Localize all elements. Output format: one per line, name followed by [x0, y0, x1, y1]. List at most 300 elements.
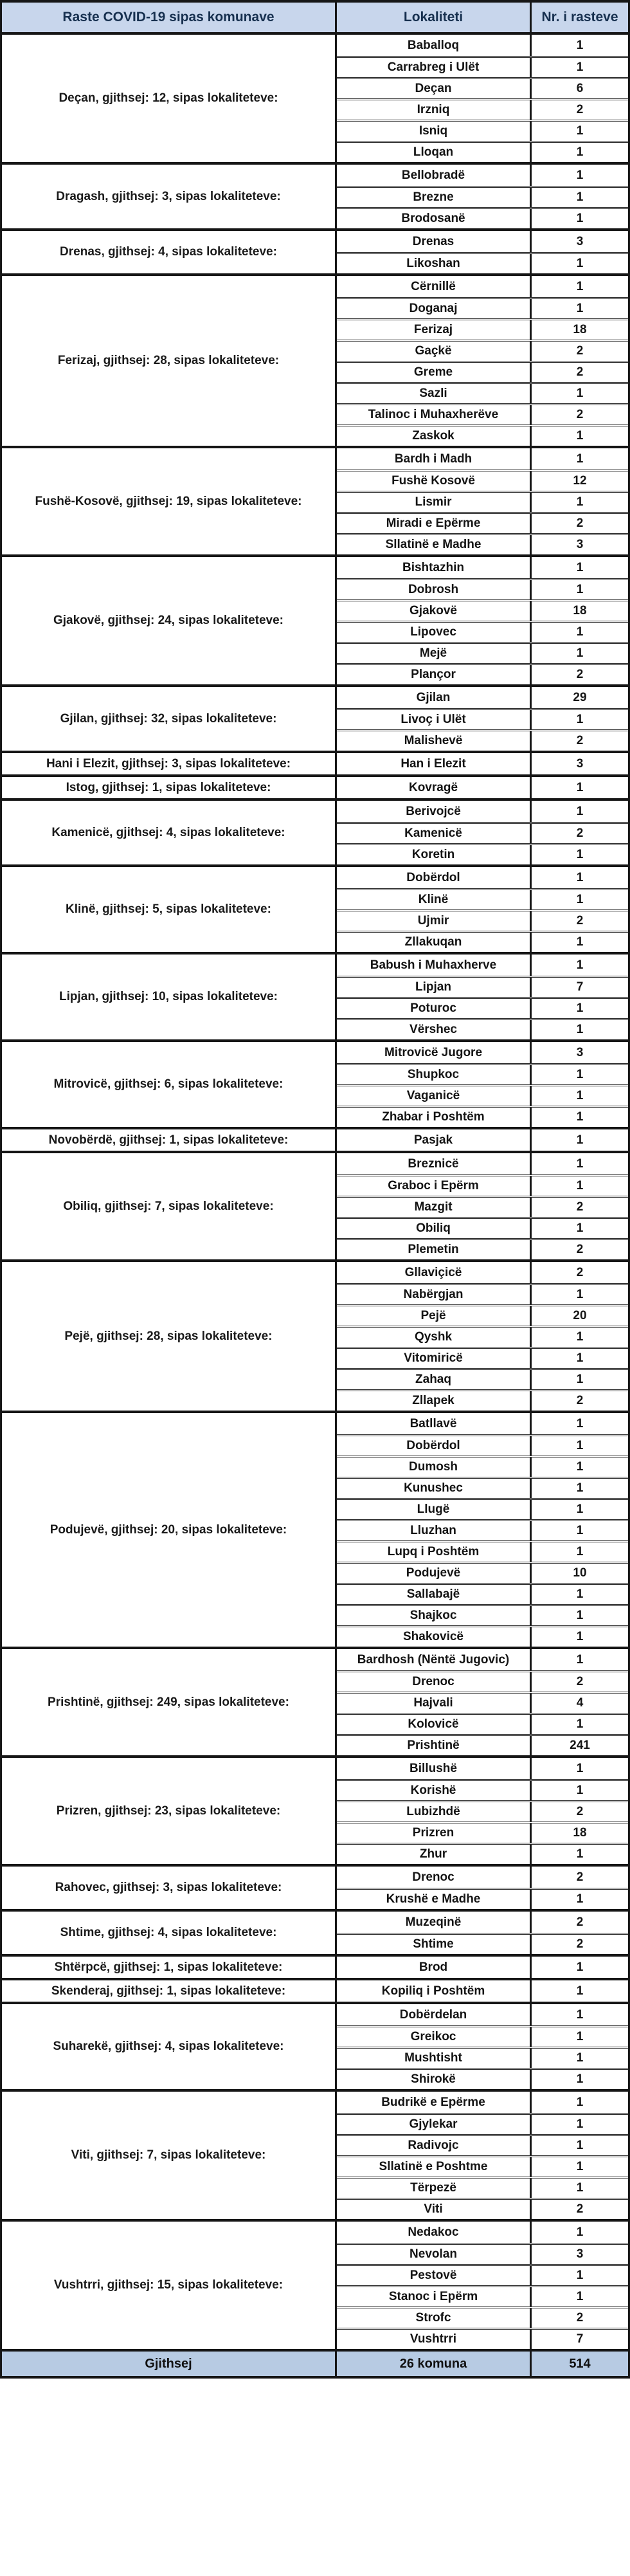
table-row	[337, 729, 628, 751]
locality-cell: Kamenicë	[337, 824, 532, 843]
cases-cell: 2	[576, 668, 584, 681]
locality-cell: Shupkoc	[337, 1065, 532, 1084]
locality-cell: Likoshan	[337, 254, 532, 273]
locality-cell: Tërpezë	[337, 2179, 532, 2198]
table-row	[337, 1217, 628, 1238]
locality-rows	[337, 1912, 628, 1954]
cases-cell: 1	[576, 1545, 584, 1558]
cases-cell: 3	[576, 1045, 584, 1059]
locality-rows	[337, 1867, 628, 1909]
table-row	[337, 578, 628, 599]
locality-cell: Ujmir	[337, 911, 532, 931]
municipality-group	[2, 1864, 628, 1909]
cases-cell: 1	[576, 870, 584, 884]
cases-cell: 1	[576, 1373, 584, 1386]
cases-cell: 1	[576, 1156, 584, 1171]
table-row	[337, 231, 628, 252]
locality-cell: Carrabreg i Ulët	[337, 58, 532, 77]
cases-cell: 1	[576, 935, 584, 949]
cases-cell: 1	[576, 2051, 584, 2065]
locality-rows	[337, 1042, 628, 1127]
cases-cell: 1	[576, 1068, 584, 1081]
table-row	[337, 1800, 628, 1822]
table-row	[337, 1018, 628, 1039]
cases-cell: 1	[576, 1652, 584, 1667]
locality-cell: Fushë Kosovë	[337, 471, 532, 491]
locality-cell: Obiliq	[337, 1219, 532, 1238]
cases-cell: 3	[576, 234, 584, 248]
cases-cell: 1	[576, 1717, 584, 1731]
municipality-label: Deçan, gjithsej: 12, sipas lokaliteteve:	[2, 35, 337, 162]
cases-cell: 241	[570, 1739, 590, 1752]
table-row	[337, 1347, 628, 1368]
locality-rows	[337, 35, 628, 162]
cases-cell: 1	[576, 1288, 584, 1301]
locality-cell: Dumosh	[337, 1457, 532, 1477]
municipality-group	[2, 774, 628, 798]
municipality-group	[2, 1755, 628, 1864]
table-row	[337, 2243, 628, 2264]
footer-municipality-count: 26 komuna	[337, 2352, 532, 2376]
column-header-cases: Nr. i rasteve	[541, 10, 618, 24]
locality-cell: Stanoc i Epërm	[337, 2287, 532, 2307]
municipality-label: Rahovec, gjithsej: 3, sipas lokaliteteve:	[2, 1867, 337, 1909]
locality-cell: Vaganicë	[337, 1086, 532, 1106]
locality-cell: Zhabar i Poshtëm	[337, 1108, 532, 1127]
table-row	[337, 276, 628, 297]
cases-cell: 1	[576, 1416, 584, 1430]
cases-cell: 1	[576, 560, 584, 574]
locality-cell: Dobërdelan	[337, 2004, 532, 2025]
table-row	[337, 753, 628, 774]
municipality-label: Fushë-Kosovë, gjithsej: 19, sipas lokaliteteve:	[2, 448, 337, 554]
cases-cell: 1	[576, 1439, 584, 1452]
cases-cell: 1	[576, 646, 584, 660]
cases-cell: 1	[576, 583, 584, 596]
municipality-group	[2, 1411, 628, 1647]
cases-cell: 29	[573, 690, 587, 704]
table-row	[337, 2198, 628, 2219]
cases-cell: 1	[576, 452, 584, 466]
municipality-group	[2, 1127, 628, 1151]
cases-cell: 2	[576, 1200, 584, 1214]
municipality-group	[2, 2089, 628, 2219]
municipality-label: Istog, gjithsej: 1, sipas lokaliteteve:	[2, 777, 337, 798]
table-row	[337, 1389, 628, 1411]
cases-cell: 1	[576, 1960, 584, 1974]
table-row	[337, 2113, 628, 2134]
locality-cell: Hajvali	[337, 1694, 532, 1713]
municipality-group	[2, 952, 628, 1039]
cases-cell: 18	[573, 323, 587, 336]
cases-cell: 20	[573, 1309, 587, 1322]
cases-cell: 1	[576, 1784, 584, 1797]
locality-cell: Zahaq	[337, 1370, 532, 1389]
municipality-label: Vushtrri, gjithsej: 15, sipas lokaliteteve:	[2, 2222, 337, 2349]
municipality-group	[2, 2219, 628, 2349]
cases-cell: 1	[576, 1630, 584, 1643]
municipality-group	[2, 798, 628, 864]
locality-cell: Korishë	[337, 1781, 532, 1800]
table-row	[337, 340, 628, 361]
table-row	[337, 1326, 628, 1347]
table-row	[337, 1540, 628, 1562]
cases-cell: 1	[576, 124, 584, 138]
table-row	[337, 1713, 628, 1734]
cases-cell: 1	[576, 1023, 584, 1036]
table-row	[337, 1304, 628, 1326]
cases-cell: 1	[576, 1984, 584, 1998]
table-row	[337, 2047, 628, 2068]
locality-cell: Strofc	[337, 2308, 532, 2328]
table-row	[337, 141, 628, 162]
locality-rows	[337, 448, 628, 554]
cases-cell: 2	[576, 103, 584, 116]
municipality-label: Dragash, gjithsej: 3, sipas lokaliteteve:	[2, 165, 337, 228]
locality-cell: Shakovicë	[337, 1627, 532, 1647]
locality-cell: Viti	[337, 2200, 532, 2219]
municipality-label: Kamenicë, gjithsej: 4, sipas lokaliteteve:	[2, 801, 337, 864]
locality-rows	[337, 1153, 628, 1259]
table-row	[337, 1456, 628, 1477]
cases-cell: 2	[576, 1675, 584, 1688]
locality-cell: Drenoc	[337, 1867, 532, 1888]
municipality-group	[2, 1039, 628, 1127]
locality-cell: Llugë	[337, 1500, 532, 1519]
locality-rows	[337, 2222, 628, 2349]
municipality-group	[2, 1954, 628, 1978]
locality-cell: Budrikë e Epërme	[337, 2092, 532, 2113]
cases-cell: 1	[576, 212, 584, 225]
cases-cell: 1	[576, 2072, 584, 2086]
cases-cell: 2	[576, 516, 584, 530]
cases-cell: 1	[576, 2095, 584, 2109]
locality-cell: Mitrovicë Jugore	[337, 1042, 532, 1063]
locality-cell: Brodosanë	[337, 209, 532, 228]
cases-cell: 1	[576, 1179, 584, 1192]
cases-cell: 1	[576, 1609, 584, 1622]
cases-cell: 2	[576, 365, 584, 379]
table-row	[337, 533, 628, 554]
table-row	[337, 2328, 628, 2349]
cases-cell: 3	[576, 538, 584, 551]
municipality-group	[2, 1151, 628, 1259]
cases-cell: 1	[576, 1089, 584, 1102]
cases-cell: 1	[576, 1761, 584, 1775]
locality-cell: Krushë e Madhe	[337, 1890, 532, 1909]
locality-cell: Drenoc	[337, 1672, 532, 1692]
municipality-label: Gjakovë, gjithsej: 24, sipas lokaliteteve:	[2, 557, 337, 684]
table-row	[337, 1063, 628, 1084]
locality-rows	[337, 557, 628, 684]
cases-cell: 2	[576, 827, 584, 840]
locality-cell: Gaçkë	[337, 342, 532, 361]
table-row	[337, 361, 628, 382]
cases-cell: 18	[573, 1826, 587, 1840]
municipality-label: Gjilan, gjithsej: 32, sipas lokaliteteve:	[2, 687, 337, 751]
table-row	[337, 1604, 628, 1625]
cases-cell: 1	[576, 2181, 584, 2195]
locality-cell: Livoç i Ulët	[337, 710, 532, 729]
table-row	[337, 120, 628, 141]
table-row	[337, 1196, 628, 1217]
locality-cell: Talinoc i Muhaxherëve	[337, 405, 532, 425]
locality-rows	[337, 2004, 628, 2089]
locality-cell: Radivojc	[337, 2136, 532, 2155]
cases-cell: 2	[576, 1937, 584, 1951]
cases-cell: 1	[576, 848, 584, 861]
locality-cell: Greikoc	[337, 2027, 532, 2047]
cases-cell: 2	[576, 344, 584, 358]
locality-cell: Zllakuqan	[337, 933, 532, 952]
locality-cell: Nevolan	[337, 2245, 532, 2264]
locality-cell: Batllavë	[337, 1413, 532, 1434]
table-row	[337, 1649, 628, 1670]
locality-cell: Berivojcë	[337, 801, 532, 822]
table-footer-row	[2, 2349, 628, 2376]
cases-cell: 1	[576, 145, 584, 159]
municipality-group	[2, 32, 628, 162]
locality-cell: Vitomiricë	[337, 1349, 532, 1368]
cases-cell: 1	[576, 60, 584, 74]
cases-cell: 1	[576, 713, 584, 726]
table-row	[337, 297, 628, 318]
locality-cell: Miradi e Epërme	[337, 514, 532, 533]
table-row	[337, 1734, 628, 1755]
locality-cell: Gjylekar	[337, 2115, 532, 2134]
locality-cell: Koretin	[337, 845, 532, 864]
table-row	[337, 708, 628, 729]
cases-cell: 1	[576, 780, 584, 794]
locality-cell: Gjilan	[337, 687, 532, 708]
table-row	[337, 2222, 628, 2243]
municipality-group	[2, 1978, 628, 2002]
cases-cell: 1	[576, 893, 584, 906]
cases-cell: 1	[576, 2290, 584, 2303]
table-row	[337, 557, 628, 578]
cases-cell: 2	[576, 1870, 584, 1884]
table-row	[337, 1153, 628, 1174]
cases-cell: 1	[576, 2117, 584, 2131]
locality-cell: Kolovicë	[337, 1715, 532, 1734]
locality-rows	[337, 1980, 628, 2002]
cases-cell: 1	[576, 2269, 584, 2282]
table-row	[337, 1957, 628, 1978]
municipality-label: Lipjan, gjithsej: 10, sipas lokaliteteve:	[2, 955, 337, 1039]
cases-cell: 1	[576, 190, 584, 204]
locality-cell: Nedakoc	[337, 2222, 532, 2243]
locality-cell: Prizren	[337, 1823, 532, 1843]
municipality-label: Shtërpcë, gjithsej: 1, sipas lokaliteteve:	[2, 1957, 337, 1978]
table-row	[337, 1238, 628, 1259]
locality-rows	[337, 753, 628, 774]
table-row	[337, 1912, 628, 1933]
table-row	[337, 2092, 628, 2113]
table-row	[337, 470, 628, 491]
locality-rows	[337, 955, 628, 1039]
locality-cell: Lipjan	[337, 978, 532, 997]
cases-cell: 2	[576, 2202, 584, 2216]
cases-cell: 1	[576, 387, 584, 400]
cases-cell: 1	[576, 429, 584, 443]
locality-cell: Kunushec	[337, 1479, 532, 1498]
table-row	[337, 1129, 628, 1151]
cases-cell: 1	[576, 302, 584, 315]
table-row	[337, 1670, 628, 1692]
cases-cell: 18	[573, 604, 587, 617]
cases-cell: 1	[576, 38, 584, 52]
municipality-label: Suharekë, gjithsej: 4, sipas lokaliteteve:	[2, 2004, 337, 2089]
cases-cell: 3	[576, 2247, 584, 2261]
locality-cell: Pejë	[337, 1306, 532, 1326]
table-row	[337, 888, 628, 909]
table-row	[337, 1434, 628, 1456]
locality-rows	[337, 1262, 628, 1411]
table-row	[337, 1933, 628, 1954]
cases-cell: 2	[576, 2311, 584, 2325]
locality-rows	[337, 777, 628, 798]
locality-cell: Ferizaj	[337, 320, 532, 340]
locality-cell: Isniq	[337, 122, 532, 141]
cases-cell: 1	[576, 1221, 584, 1235]
table-row	[337, 1106, 628, 1127]
locality-cell: Graboc i Epërm	[337, 1176, 532, 1196]
cases-cell: 1	[576, 1351, 584, 1365]
locality-cell: Lubizhdë	[337, 1802, 532, 1822]
locality-cell: Sazli	[337, 384, 532, 403]
locality-cell: Gllaviçicë	[337, 1262, 532, 1283]
cases-cell: 2	[576, 1265, 584, 1279]
cases-cell: 2	[576, 1243, 584, 1256]
table-header-row	[2, 3, 628, 32]
cases-cell: 1	[576, 1110, 584, 1124]
table-row	[337, 2004, 628, 2025]
locality-cell: Prishtinë	[337, 1736, 532, 1755]
table-row	[337, 843, 628, 864]
cases-cell: 2	[576, 914, 584, 927]
locality-cell: Shajkoc	[337, 1606, 532, 1625]
municipality-group	[2, 2002, 628, 2089]
table-row	[337, 976, 628, 997]
table-row	[337, 1843, 628, 1864]
table-row	[337, 2307, 628, 2328]
table-row	[337, 1519, 628, 1540]
cases-cell: 12	[573, 474, 587, 488]
locality-cell: Cërnillë	[337, 276, 532, 297]
locality-cell: Han i Elezit	[337, 753, 532, 774]
cases-cell: 1	[576, 2160, 584, 2173]
table-row	[337, 56, 628, 77]
table-row	[337, 98, 628, 120]
locality-cell: Lupq i Poshtëm	[337, 1542, 532, 1562]
table-row	[337, 642, 628, 663]
locality-cell: Dobërdol	[337, 1436, 532, 1456]
locality-cell: Kopiliq i Poshtëm	[337, 1980, 532, 2002]
municipality-group	[2, 684, 628, 751]
municipality-label: Obiliq, gjithsej: 7, sipas lokaliteteve:	[2, 1153, 337, 1259]
locality-cell: Zhur	[337, 1845, 532, 1864]
locality-cell: Plemetin	[337, 1240, 532, 1259]
locality-cell: Sllatinë e Madhe	[337, 535, 532, 554]
table-row	[337, 448, 628, 470]
table-row	[337, 777, 628, 798]
municipality-label: Ferizaj, gjithsej: 28, sipas lokaliteteve:	[2, 276, 337, 446]
locality-cell: Bardhosh (Nëntë Jugovic)	[337, 1649, 532, 1670]
locality-cell: Qyshk	[337, 1328, 532, 1347]
table-row	[337, 1283, 628, 1304]
municipality-label: Pejë, gjithsej: 28, sipas lokaliteteve:	[2, 1262, 337, 1411]
locality-cell: Vushtrri	[337, 2330, 532, 2349]
table-row	[337, 382, 628, 403]
locality-cell: Drenas	[337, 231, 532, 252]
cases-cell: 2	[576, 1394, 584, 1407]
locality-cell: Vërshec	[337, 1020, 532, 1039]
table-row	[337, 403, 628, 425]
cases-cell: 1	[576, 2225, 584, 2239]
municipality-label: Mitrovicë, gjithsej: 6, sipas lokaliteteve:	[2, 1042, 337, 1127]
locality-cell: Lloqan	[337, 143, 532, 162]
column-header-locality: Lokaliteti	[337, 3, 532, 32]
locality-rows	[337, 1649, 628, 1755]
locality-cell: Babush i Muhaxherve	[337, 955, 532, 976]
table-row	[337, 77, 628, 98]
table-row	[337, 1625, 628, 1647]
locality-cell: Podujevë	[337, 1564, 532, 1583]
cases-cell: 1	[576, 1481, 584, 1495]
table-row	[337, 621, 628, 642]
cases-cell: 1	[576, 168, 584, 182]
cases-cell: 1	[576, 1847, 584, 1861]
table-row	[337, 1413, 628, 1434]
locality-cell: Sllatinë e Poshtme	[337, 2157, 532, 2177]
locality-cell: Pasjak	[337, 1129, 532, 1151]
municipality-group	[2, 751, 628, 774]
locality-cell: Brod	[337, 1957, 532, 1978]
table-row	[337, 663, 628, 684]
locality-rows	[337, 1758, 628, 1864]
locality-cell: Poturoc	[337, 999, 532, 1018]
locality-cell: Lipovec	[337, 623, 532, 642]
table-row	[337, 2285, 628, 2307]
table-row	[337, 2134, 628, 2155]
locality-cell: Mejë	[337, 644, 532, 663]
table-row	[337, 867, 628, 888]
cases-cell: 1	[576, 804, 584, 818]
table-row	[337, 1583, 628, 1604]
municipality-label: Shtime, gjithsej: 4, sipas lokaliteteve:	[2, 1912, 337, 1954]
cases-cell: 4	[576, 1696, 584, 1710]
cases-cell: 1	[576, 1133, 584, 1147]
cases-cell: 1	[576, 1503, 584, 1516]
table-row	[337, 35, 628, 56]
table-row	[337, 997, 628, 1018]
table-row	[337, 599, 628, 621]
cases-cell: 7	[576, 2332, 584, 2346]
table-row	[337, 318, 628, 340]
cases-cell: 3	[576, 756, 584, 771]
municipality-label: Prishtinë, gjithsej: 249, sipas lokaliteteve:	[2, 1649, 337, 1755]
locality-rows	[337, 2092, 628, 2219]
table-row	[337, 909, 628, 931]
locality-cell: Deçan	[337, 79, 532, 98]
cases-cell: 1	[576, 958, 584, 972]
column-header-municipality: Raste COVID-19 sipas komunave	[2, 3, 337, 32]
locality-cell: Billushë	[337, 1758, 532, 1779]
table-body	[2, 32, 628, 2349]
cases-cell: 1	[576, 257, 584, 270]
cases-cell: 1	[576, 1524, 584, 1537]
footer-total-cases: 514	[569, 2356, 591, 2371]
